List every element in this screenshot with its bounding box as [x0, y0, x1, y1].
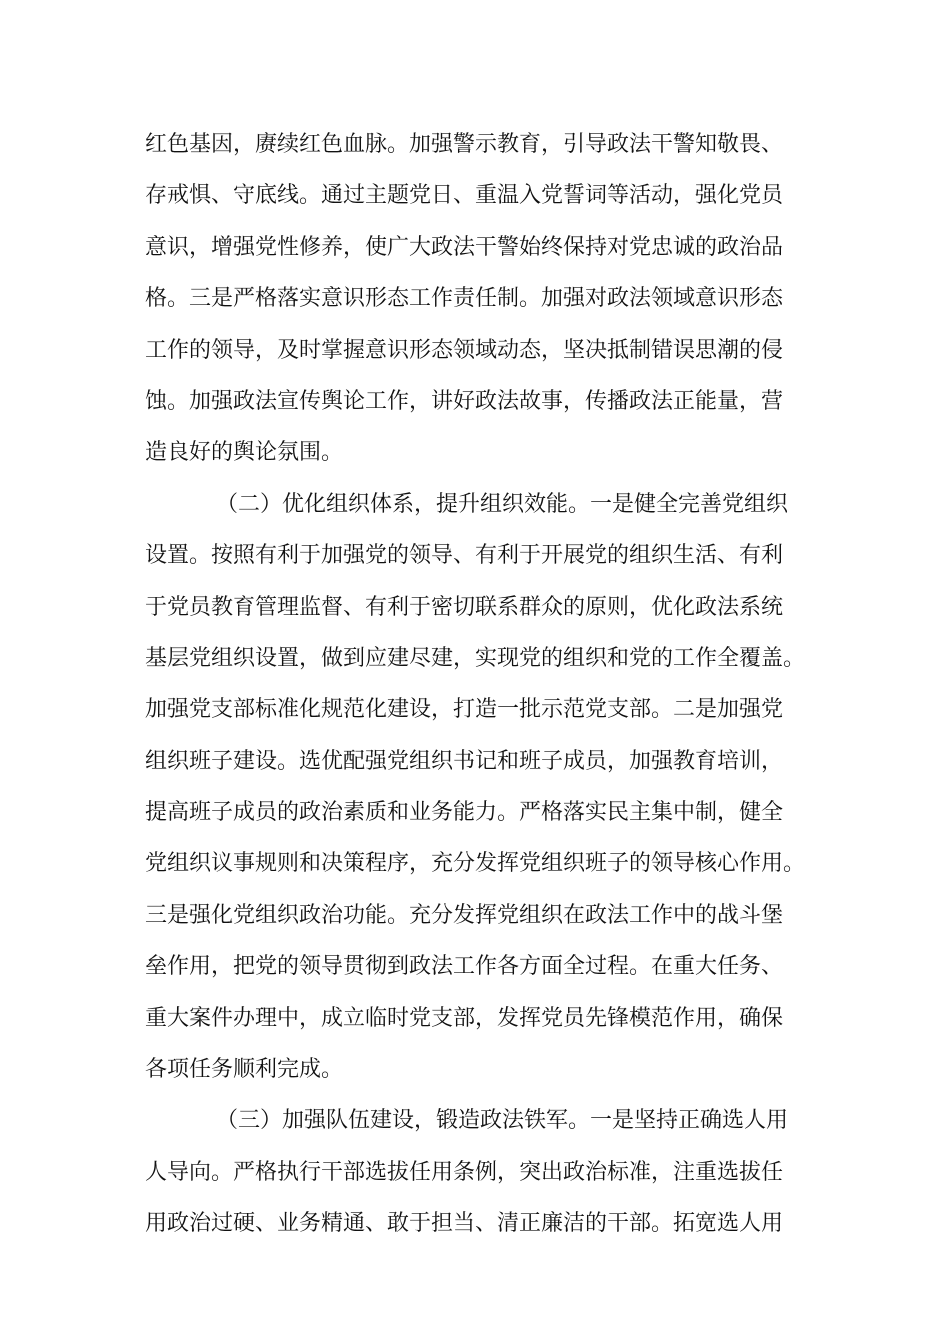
text-line: 用政治过硬、业务精通、敢于担当、清正廉洁的干部。拓宽选人用 [145, 1211, 784, 1237]
text-line: 三是强化党组织政治功能。充分发挥党组织在政法工作中的战斗堡 [145, 902, 784, 928]
text-line: 垒作用，把党的领导贯彻到政法工作各方面全过程。在重大任务、 [145, 954, 784, 980]
text-line: 组织班子建设。选优配强党组织书记和班子成员，加强教育培训， [145, 748, 784, 774]
text-line: 存戒惧、守底线。通过主题党日、重温入党誓词等活动，强化党员 [145, 183, 784, 209]
text-line: 造良好的舆论氛围。 [145, 440, 344, 466]
text-line: 提高班子成员的政治素质和业务能力。严格落实民主集中制，健全 [145, 800, 784, 826]
text-line: 党组织议事规则和决策程序，充分发挥党组织班子的领导核心作用。 [145, 851, 806, 877]
section-heading-line: （三）加强队伍建设，锻造政法铁军。一是坚持正确选人用 [216, 1108, 789, 1134]
text-line: 蚀。加强政法宣传舆论工作，讲好政法故事，传播政法正能量，营 [145, 388, 784, 414]
text-line: 红色基因，赓续红色血脉。加强警示教育，引导政法干警知敬畏、 [145, 132, 784, 157]
text-line: 重大案件办理中，成立临时党支部，发挥党员先锋模范作用，确保 [145, 1005, 784, 1031]
text-line: 各项任务顺利完成。 [145, 1057, 344, 1083]
text-line: 基层党组织设置，做到应建尽建，实现党的组织和党的工作全覆盖。 [145, 645, 806, 671]
text-line: 格。三是严格落实意识形态工作责任制。加强对政法领域意识形态 [145, 286, 784, 312]
text-line: 加强党支部标准化规范化建设，打造一批示范党支部。二是加强党 [145, 697, 784, 723]
text-line: 于党员教育管理监督、有利于密切联系群众的原则，优化政法系统 [145, 594, 784, 620]
text-line: 设置。按照有利于加强党的领导、有利于开展党的组织生活、有利 [145, 543, 784, 569]
section-heading-line: （二）优化组织体系，提升组织效能。一是健全完善党组织 [216, 491, 789, 517]
document-body [145, 123, 825, 1254]
text-line: 工作的领导，及时掌握意识形态领域动态，坚决抵制错误思潮的侵 [145, 337, 784, 363]
text-line: 人导向。严格执行干部选拔任用条例，突出政治标准，注重选拔任 [145, 1159, 784, 1185]
text-line: 意识，增强党性修养，使广大政法干警始终保持对党忠诚的政治品 [145, 234, 784, 260]
